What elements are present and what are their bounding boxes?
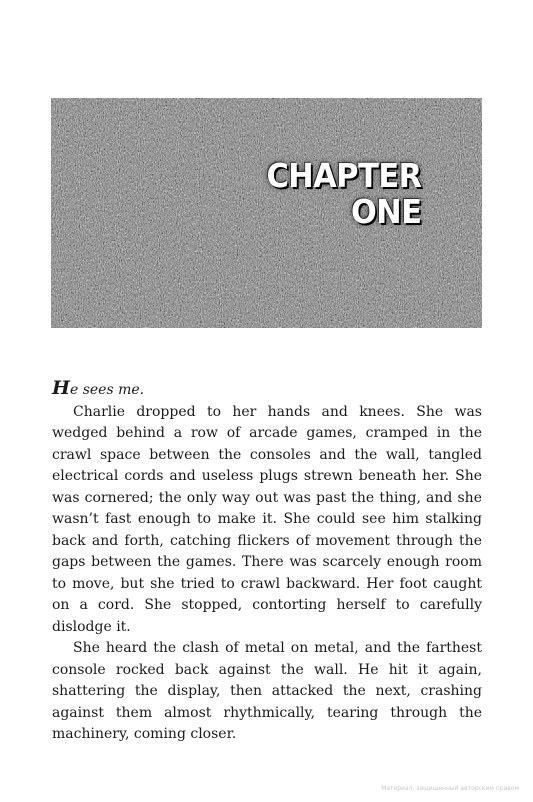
paragraph-1: Charlie dropped to her hands and knees. She was wedged behind a row of arcade games, cramped in the crawl space between the consoles and the wall, tangled electrical cords and useless plugs strewn beneath her. She was cornered; the only way out was past the thing, and she wasn’t fast enough to make it. She could see him stalking back and forth, catching flickers of movement through the gaps between the games. There was scarcely enough room to move, but she tried to crawl backward. Her foot caught on a cord. She stopped, contorting herself to carefully dislodge it. [52,403,482,635]
paragraph-2: She heard the clash of metal on metal, and the farthest console rocked back against the wall. He hit it again, shattering the display, then attacked the next, crashing against them almost rhythmically, tearing through the machinery, coming closer. [52,640,482,742]
chapter-banner [51,98,482,328]
opening-line [52,378,482,402]
copyright-watermark: Материал, защищенный авторским правом [381,785,519,792]
drop-cap: H [52,377,70,399]
chapter-number: ONE [351,192,422,231]
chapter-title [267,158,422,230]
opening-line-rest: e sees me. [69,382,145,398]
body-text [52,378,482,746]
chapter-label: CHAPTER [266,156,422,195]
